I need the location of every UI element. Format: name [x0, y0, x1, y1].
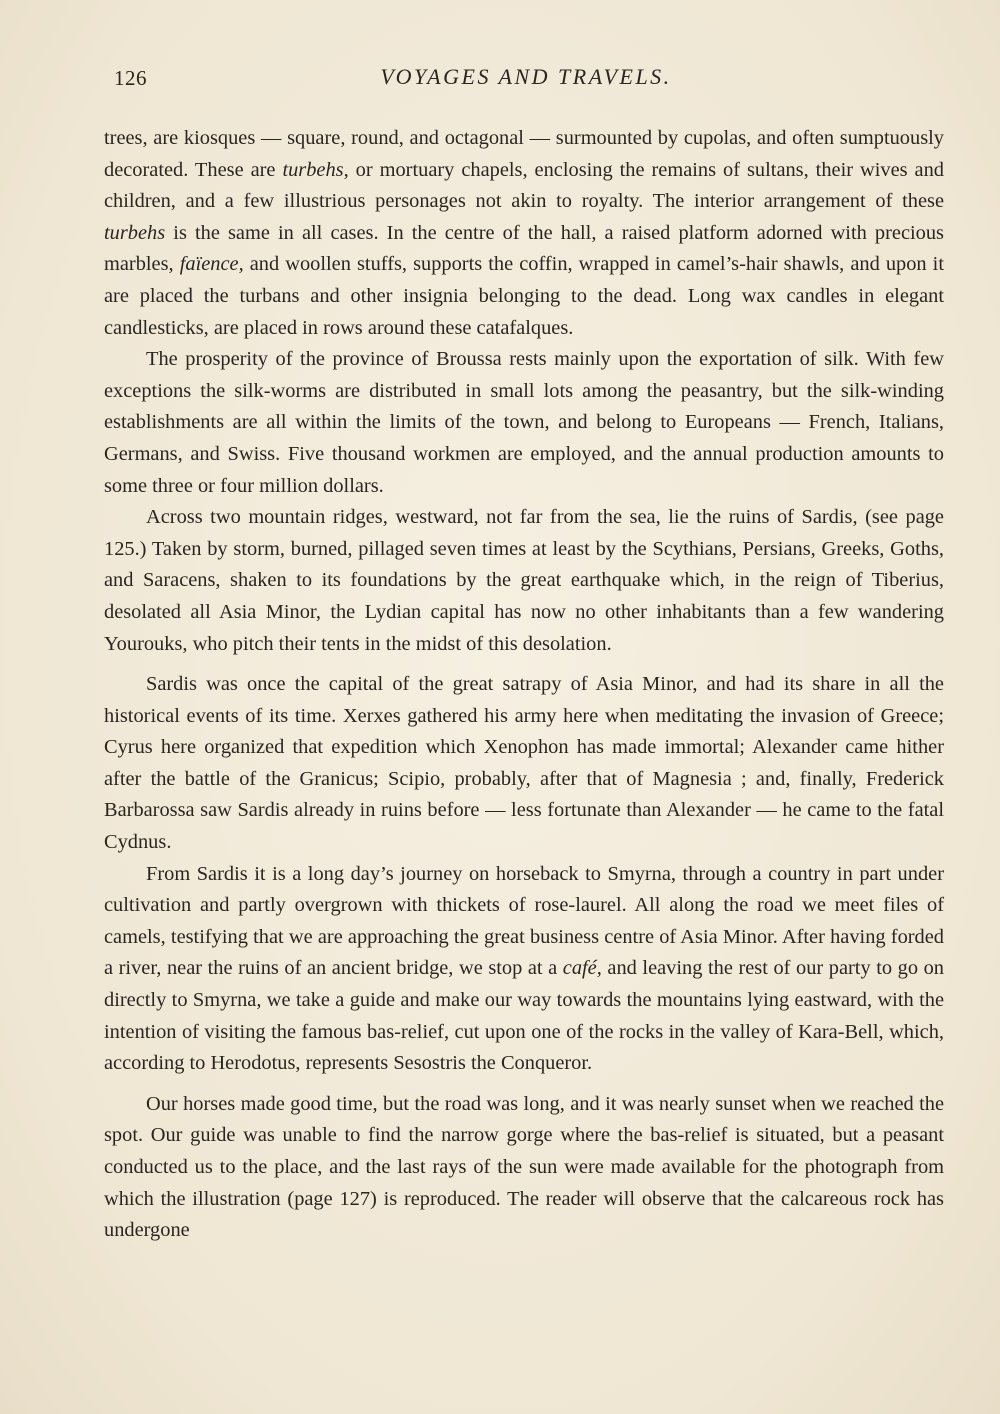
text-run: Our horses made good time, but the road was long, and it was nearly sunset when we reached the spot. Our guide was unable to find the narrow gorge where the bas-relief is situated, but a peasant conducted us to the place, and the last rays of the sun were made available for the photograph from which the illustration (page 127) is reproduced. The reader will observe that the calcareous rock has undergone [104, 1092, 944, 1242]
paragraph-3 [104, 502, 944, 660]
text-run: Sardis was once the capital of the great satrapy of Asia Minor, and had its share in all the historical events of its time. Xerxes gathered his army here when meditating the invasion of Greece; Cyrus here organized that expedition which Xenophon has made immortal; Alexander came hither after the battle of the Granicus; Scipio, probably, after that of Magnesia ; and, finally, Frederick Barbarossa saw Sardis already in ruins before — less fortunate than Alexander — he came to the fatal Cydnus. [104, 673, 944, 854]
page-header [114, 62, 938, 96]
text-run: trees, are kiosques — square, round, and octagonal — surmounted by cupolas, and often sumptuously decorated. These are [104, 127, 944, 181]
page-number: 126 [114, 66, 147, 90]
paragraph-1 [104, 123, 944, 344]
text-run: Across two mountain ridges, westward, not far from the sea, lie the ruins of Sardis, (see page 125.) Taken by storm, burned, pillaged seven times at least by the Scythians, Persians, Greeks, Goths, and Saracens, shaken to its foundations by the great earthquake which, in the reign of Tiberius, desolated all Asia Minor, the Lydian capital has now no other inhabitants than a few wandering Yourouks, who pitch their tents in the midst of this desolation. [104, 506, 944, 655]
italic-term: turbehs [104, 221, 166, 244]
paragraph-6 [104, 1089, 944, 1247]
text-run: and leaving the rest of our party to go on directly to Smyrna, we take a guide and make our way towards the mountains lying eastward, with the intention of visiting the famous bas-relief, cut upon one of the rocks in the valley of Kara-Bell, which, according to Herodotus, represents Sesostris the Conqueror. [104, 957, 944, 1075]
text-run: is the same in all cases. In the centre of the hall, a raised platform adorned with precious marbles, [104, 221, 944, 276]
text-run: or mortuary chapels, enclosing the remains of sultans, their wives and children, and a few illustrious personages not akin to royalty. The interior arrangement of these [104, 158, 944, 213]
text-run: and woollen stuffs, supports the coffin, wrapped in camel’s-hair shawls, and upon it are placed the turbans and other insignia belonging to the dead. Long wax candles in elegant candlesticks, are placed in rows around these catafalques. [104, 253, 944, 339]
italic-term: café, [562, 957, 602, 980]
paragraph-2 [104, 344, 944, 502]
text-run: The prosperity of the province of Broussa rests mainly upon the exportation of silk. With few exceptions the silk-worms are distributed in small lots among the peasantry, but the silk-winding establishments are all within the limits of the town, and belong to Europeans — French, Italians, Germans, and Swiss. Five thousand workmen are employed, and the annual production amounts to some three or four million dollars. [104, 348, 944, 497]
running-title: VOYAGES AND TRAVELS. [380, 64, 672, 89]
italic-term: turbehs, [282, 158, 349, 181]
body-text [104, 123, 944, 1247]
paragraph-5 [104, 859, 944, 1080]
italic-term: faïence, [179, 253, 244, 276]
text-run: From Sardis it is a long day’s journey on horseback to Smyrna, through a country in part under cultivation and partly overgrown with thickets of rose-laurel. All along the road we meet files of camels, testifying that we are approaching the great business centre of Asia Minor. After having forded a river, near the ruins of an ancient bridge, we stop at a [104, 862, 944, 980]
paragraph-4 [104, 669, 944, 859]
